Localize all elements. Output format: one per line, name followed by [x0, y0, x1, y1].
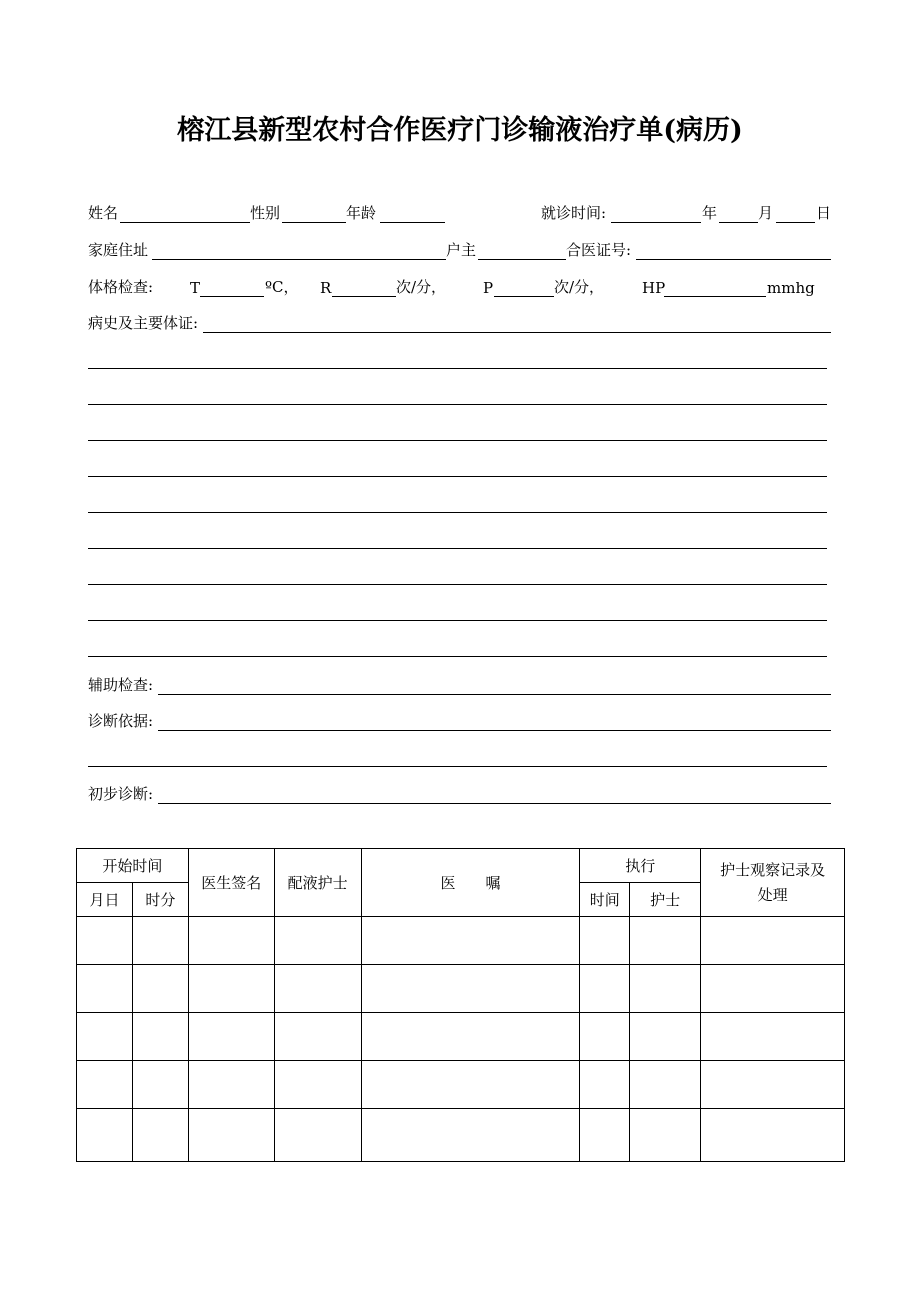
table-cell[interactable] [77, 1013, 133, 1061]
respiration-label: R [320, 279, 332, 297]
table-cell[interactable] [274, 1013, 361, 1061]
nurse-observation-header: 护士观察记录及处理 [701, 849, 845, 917]
prep-nurse-header: 配液护士 [274, 849, 361, 917]
preliminary-diagnosis-field[interactable] [158, 789, 831, 804]
preliminary-diagnosis-row [88, 784, 831, 806]
table-header-row [77, 849, 845, 883]
visit-day-field[interactable] [776, 208, 815, 223]
doctor-signature-header: 医生签名 [188, 849, 274, 917]
table-cell[interactable] [274, 965, 361, 1013]
history-line[interactable] [88, 368, 827, 369]
table-cell[interactable] [630, 965, 701, 1013]
physical-exam-row [88, 277, 831, 299]
table-cell[interactable] [361, 1013, 580, 1061]
table-cell[interactable] [77, 1061, 133, 1109]
table-cell[interactable] [630, 1109, 701, 1162]
name-label: 姓名 [88, 204, 119, 222]
insurance-number-field[interactable] [636, 245, 831, 260]
name-field[interactable] [120, 208, 250, 223]
pulse-field[interactable] [494, 282, 554, 297]
visit-year-field[interactable] [611, 208, 701, 223]
table-cell[interactable] [580, 1061, 630, 1109]
table-cell[interactable] [580, 965, 630, 1013]
table-cell[interactable] [77, 917, 133, 965]
preliminary-diagnosis-label: 初步诊断: [88, 785, 154, 803]
table-cell[interactable] [701, 1061, 845, 1109]
table-cell[interactable] [701, 1109, 845, 1162]
respiration-field[interactable] [332, 282, 396, 297]
table-cell[interactable] [274, 1109, 361, 1162]
table-row [77, 917, 845, 965]
diagnosis-basis-label: 诊断依据: [88, 712, 154, 730]
address-label: 家庭住址 [88, 241, 149, 259]
diagnosis-basis-line[interactable] [88, 766, 827, 767]
history-field[interactable] [203, 318, 831, 333]
temperature-label: T [190, 279, 201, 297]
history-line[interactable] [88, 440, 827, 441]
table-cell[interactable] [132, 917, 188, 965]
table-cell[interactable] [361, 1109, 580, 1162]
history-line[interactable] [88, 620, 827, 621]
age-label: 年龄 [346, 204, 377, 222]
table-cell[interactable] [188, 965, 274, 1013]
start-time-header: 开始时间 [77, 849, 189, 883]
history-line[interactable] [88, 548, 827, 549]
history-line[interactable] [88, 584, 827, 585]
age-field[interactable] [380, 208, 445, 223]
auxiliary-exam-label: 辅助检查: [88, 676, 154, 694]
table-cell[interactable] [132, 1109, 188, 1162]
visit-time-label: 就诊时间: [541, 204, 607, 222]
table-cell[interactable] [361, 917, 580, 965]
history-line[interactable] [88, 512, 827, 513]
householder-label: 户主 [446, 241, 477, 259]
table-cell[interactable] [361, 1061, 580, 1109]
pulse-label: P [483, 279, 494, 297]
address-field[interactable] [152, 245, 446, 260]
blood-pressure-field[interactable] [664, 282, 766, 297]
history-line[interactable] [88, 404, 827, 405]
insurance-number-label: 合医证号: [566, 241, 632, 259]
gender-field[interactable] [282, 208, 346, 223]
table-cell[interactable] [77, 1109, 133, 1162]
table-cell[interactable] [580, 917, 630, 965]
pulse-unit: 次/分， [554, 278, 605, 296]
table-cell[interactable] [274, 1061, 361, 1109]
table-cell[interactable] [580, 1013, 630, 1061]
medical-orders-header: 医 嘱 [361, 849, 580, 917]
householder-field[interactable] [478, 245, 566, 260]
table-row [77, 1061, 845, 1109]
history-row [88, 313, 831, 335]
table-cell[interactable] [701, 1013, 845, 1061]
table-cell[interactable] [188, 1061, 274, 1109]
auxiliary-exam-row [88, 675, 831, 697]
table-cell[interactable] [188, 917, 274, 965]
treatment-table [76, 848, 845, 1162]
month-day-header: 月日 [77, 883, 133, 917]
diagnosis-basis-field[interactable] [158, 716, 831, 731]
execution-header: 执行 [580, 849, 701, 883]
table-cell[interactable] [188, 1013, 274, 1061]
table-cell[interactable] [274, 917, 361, 965]
auxiliary-exam-field[interactable] [158, 680, 831, 695]
history-label: 病史及主要体证: [88, 314, 199, 332]
execution-nurse-header: 护士 [630, 883, 701, 917]
table-row [77, 1013, 845, 1061]
table-cell[interactable] [132, 1013, 188, 1061]
patient-info-row [88, 203, 831, 225]
history-line[interactable] [88, 476, 827, 477]
hour-minute-header: 时分 [132, 883, 188, 917]
table-cell[interactable] [77, 965, 133, 1013]
blood-pressure-label: HP [642, 279, 666, 297]
table-cell[interactable] [132, 1061, 188, 1109]
table-cell[interactable] [630, 1061, 701, 1109]
year-label: 年 [702, 204, 718, 222]
diagnosis-basis-row [88, 711, 831, 733]
temperature-field[interactable] [200, 282, 264, 297]
table-row [77, 1109, 845, 1162]
address-row [88, 240, 831, 262]
table-cell[interactable] [188, 1109, 274, 1162]
table-cell[interactable] [701, 965, 845, 1013]
table-cell[interactable] [630, 917, 701, 965]
visit-month-field[interactable] [719, 208, 758, 223]
table-cell[interactable] [132, 965, 188, 1013]
day-label: 日 [816, 204, 832, 222]
gender-label: 性别 [250, 204, 281, 222]
execution-time-header: 时间 [580, 883, 630, 917]
history-line[interactable] [88, 656, 827, 657]
month-label: 月 [758, 204, 774, 222]
table-cell[interactable] [580, 1109, 630, 1162]
page-title: 榕江县新型农村合作医疗门诊输液治疗单(病历) [177, 115, 743, 146]
table-row [77, 965, 845, 1013]
physical-exam-label: 体格检查: [88, 278, 154, 296]
temperature-unit: ºC， [265, 278, 299, 296]
blood-pressure-unit: mmhg [767, 279, 815, 297]
table-cell[interactable] [701, 917, 845, 965]
table-cell[interactable] [361, 965, 580, 1013]
table-cell[interactable] [630, 1013, 701, 1061]
respiration-unit: 次/分， [396, 278, 447, 296]
